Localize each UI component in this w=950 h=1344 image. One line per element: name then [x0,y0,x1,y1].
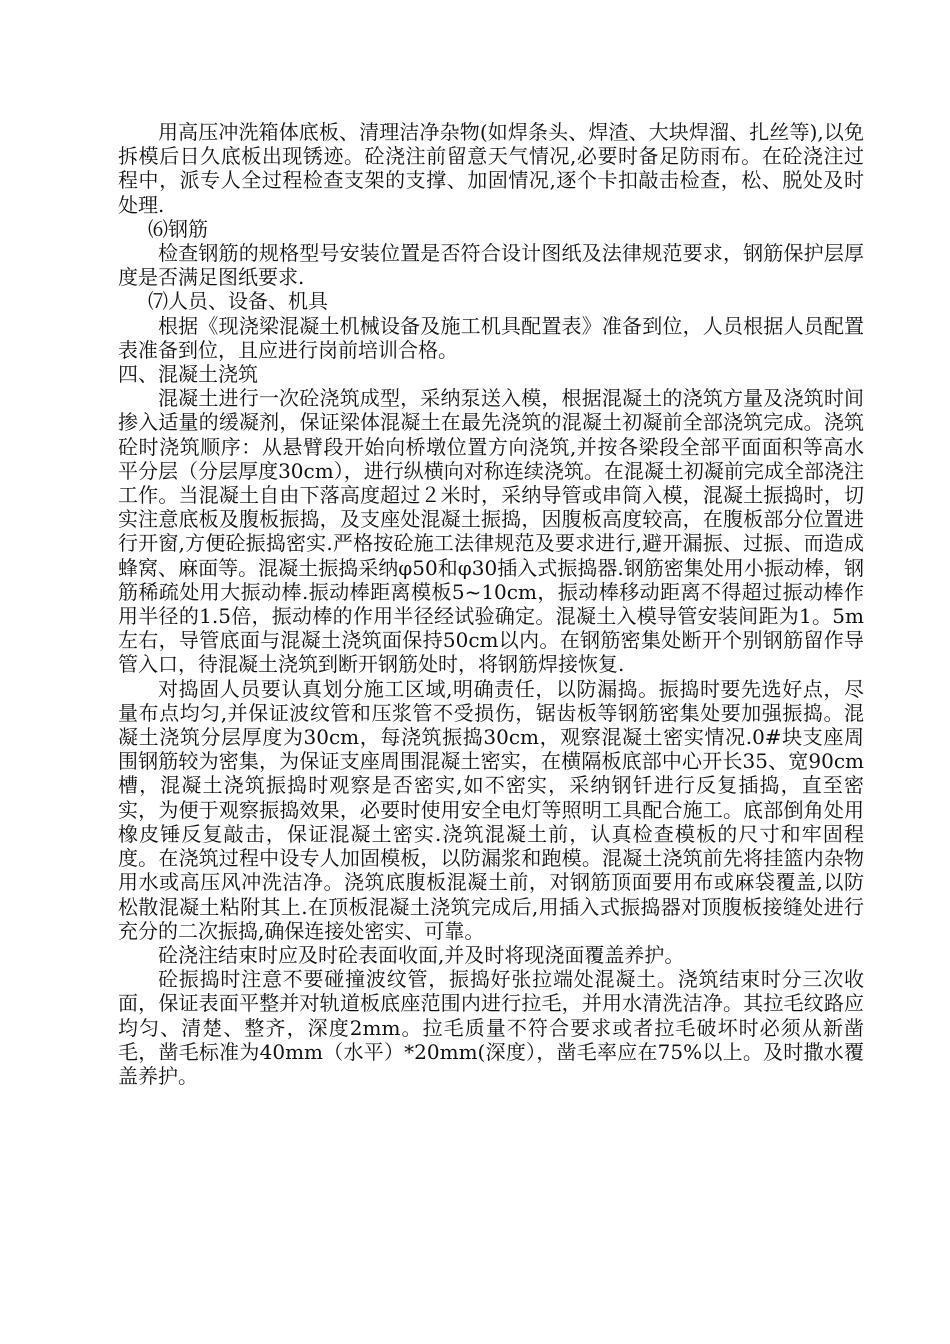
section-heading-concrete-pouring: 四、混凝土浇筑 [118,362,258,387]
paragraph-cleaning: 用高压冲洗箱体底板、清理洁净杂物(如焊条头、焊渣、大块焊溜、扎丝等),以免拆模后日久底板出现锈迹。砼浇注前留意天气情况,必要时备足防雨布。在砼浇注过程中，派专人全过程检查支架的支撑、加固情况,逐个卡扣敲击检查，松、脱处及时处理. [118,120,864,217]
paragraph-pouring-process: 混凝土进行一次砼浇筑成型，采纳泵送入模，根据混凝土的浇筑方量及浇筑时间掺入适量的缓凝剂，保证梁体混凝土在最先浇筑的混凝土初凝前全部浇筑完成。浇筑砼时浇筑顺序：从悬臂段开始向桥墩位置方向浇筑,并按各梁段全部平面面积等高水平分层（分层厚度30cm），进行纵横向对称连续浇筑。在混凝土初凝前完成全部浇注工作。当混凝土自由下落高度超过２米时，采纳导管或串筒入模，混凝土振捣时，切实注意底板及腹板振捣，及支座处混凝土振捣，因腹板高度较高，在腹板部分位置进行开窗,方便砼振捣密实.严格按砼施工法律规范及要求进行,避开漏振、过振、而造成蜂窝、麻面等。混凝土振捣采纳φ50和φ30插入式振捣器.钢筋密集处用小振动棒，钢筋稀疏处用大振动棒.振动棒距离模板5~10cm，振动棒移动距离不得超过振动棒作用半径的1.5倍，振动棒的作用半径经试验确定。混凝土入模导管安装间距为1。5m左右，导管底面与混凝土浇筑面保持50cm以内。在钢筋密集处断开个别钢筋留作导管入口，待混凝土浇筑到断开钢筋处时，将钢筋焊接恢复. [118,386,864,677]
paragraph-roughening: 砼振捣时注意不要碰撞波纹管，振捣好张拉端处混凝土。浇筑结束时分三次收面，保证表面平整并对轨道板底座范围内进行拉毛，并用水清洗洁净。其拉毛纹路应均匀、清楚、整齐，深度2mm。拉毛质量不符合要求或者拉毛破坏时必须从新凿毛，凿毛标准为40mm（水平）*20mm(深度），凿毛率应在75%以上。及时撒水覆盖养护。 [118,967,864,1088]
paragraph-personnel: 根据《现浇梁混凝土机械设备及施工机具配置表》准备到位，人员根据人员配置表准备到位，且应进行岗前培训合格。 [118,313,864,362]
paragraph-surface-finishing: 砼浇注结束时应及时砼表面收面,并及时将现浇面覆盖养护。 [158,942,685,967]
paragraph-vibration: 对捣固人员要认真划分施工区域,明确责任，以防漏捣。振捣时要先选好点，尽量布点均匀,并保证波纹管和压浆管不受损伤，锯齿板等钢筋密集处要加强振捣。混凝土浇筑分层厚度为30cm，每浇筑振捣30cm，观察混凝土密实情况.0#块支座周围钢筋较为密集，为保证支座周围混凝土密实，在横隔板底部中心开长35、宽90cm槽，混凝土浇筑振捣时观察是否密实,如不密实，采纳钢钎进行反复插捣，直至密实，为便于观察振捣效果，必要时使用安全电灯等照明工具配合施工。底部倒角处用橡皮锤反复敲击，保证混凝土密实.浇筑混凝土前，认真检查模板的尺寸和牢固程度。在浇筑过程中设专人加固模板，以防漏浆和跑模。混凝土浇筑前先将挂篮内杂物用水或高压风冲洗洁净。浇筑底腹板混凝土前，对钢筋顶面要用布或麻袋覆盖,以防松散混凝土粘附其上.在顶板混凝土浇筑完成后,用插入式振捣器对顶腹板接缝处进行充分的二次振捣,确保连接处密实、可靠。 [118,676,864,943]
paragraph-rebar-check: 检查钢筋的规格型号安装位置是否符合设计图纸及法律规范要求，钢筋保护层厚度是否满足图纸要求. [118,241,864,290]
document-page [118,120,864,1088]
subheading-rebar: ⑹钢筋 [148,216,208,241]
subheading-personnel-equipment: ⑺人员、设备、机具 [148,289,328,314]
